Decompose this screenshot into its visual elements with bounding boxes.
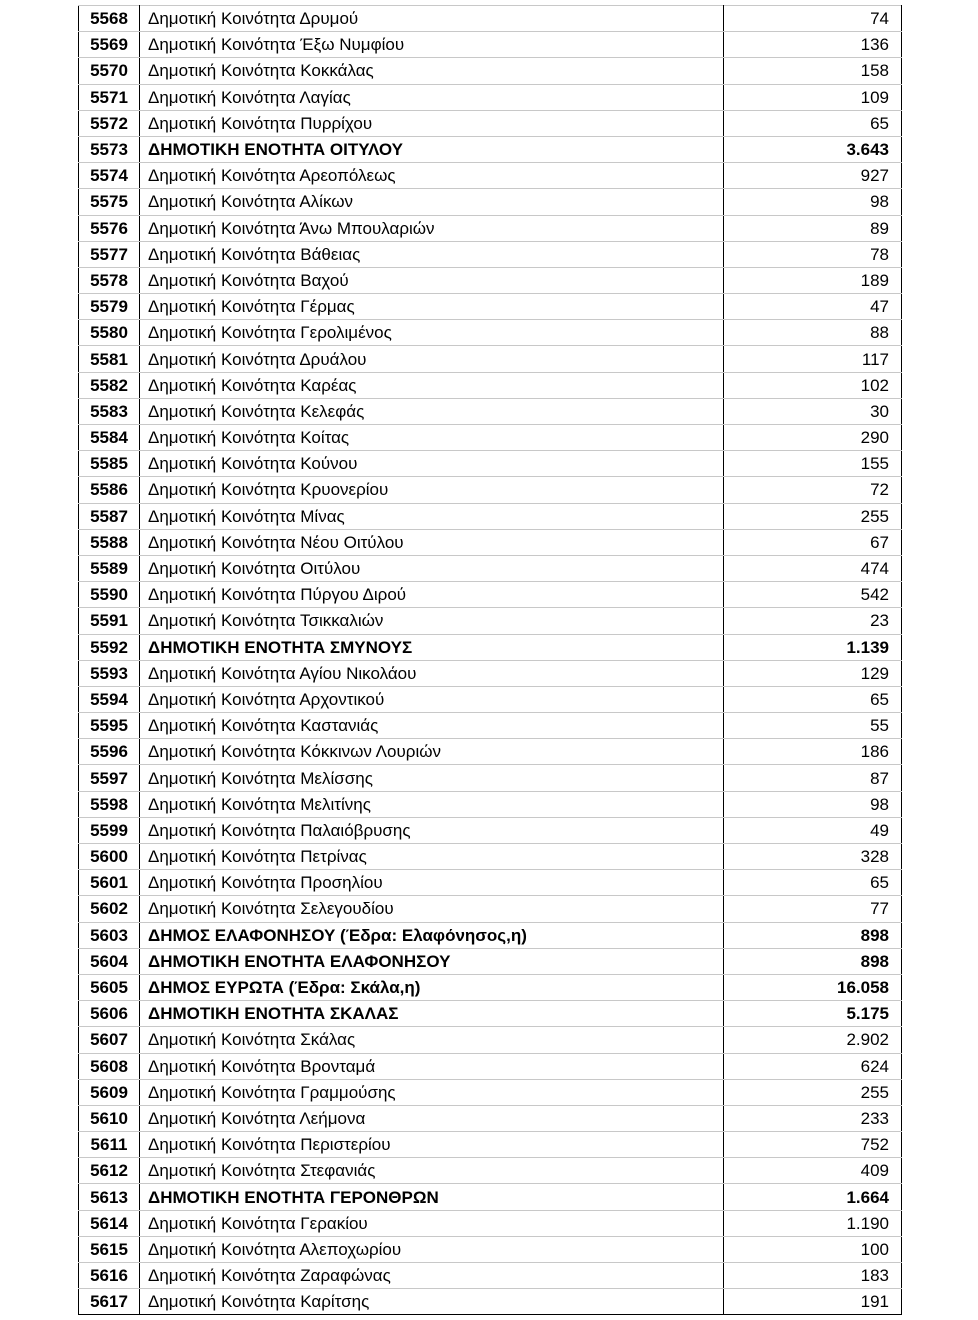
row-code: 5578 [79,267,140,293]
row-population: 100 [724,1236,902,1262]
row-code: 5598 [79,791,140,817]
row-population: 186 [724,739,902,765]
row-population: 78 [724,241,902,267]
row-population: 290 [724,425,902,451]
row-name: ΔΗΜΟΤΙΚΗ ΕΝΟΤΗΤΑ ΣΜΥΝΟΥΣ [140,634,724,660]
row-code: 5577 [79,241,140,267]
table-row [79,686,902,712]
row-name: Δημοτική Κοινότητα Δρυάλου [140,346,724,372]
table-row [79,713,902,739]
row-name: Δημοτική Κοινότητα Καρίτσης [140,1289,724,1315]
row-name: Δημοτική Κοινότητα Οιτύλου [140,555,724,581]
table-row [79,84,902,110]
table-row [79,1001,902,1027]
row-code: 5580 [79,320,140,346]
table-row [79,1236,902,1262]
row-code: 5589 [79,555,140,581]
row-code: 5568 [79,6,140,32]
row-code: 5583 [79,398,140,424]
row-population: 158 [724,58,902,84]
row-population: 927 [724,163,902,189]
row-code: 5610 [79,1105,140,1131]
row-name: Δημοτική Κοινότητα Κούνου [140,451,724,477]
row-code: 5591 [79,608,140,634]
row-code: 5606 [79,1001,140,1027]
row-population: 65 [724,686,902,712]
row-population: 1.139 [724,634,902,660]
row-name: Δημοτική Κοινότητα Δρυμού [140,6,724,32]
row-code: 5569 [79,32,140,58]
row-code: 5579 [79,294,140,320]
table-row [79,1079,902,1105]
row-population: 1.190 [724,1210,902,1236]
row-name: ΔΗΜΟΤΙΚΗ ΕΝΟΤΗΤΑ ΓΕΡΟΝΘΡΩΝ [140,1184,724,1210]
row-code: 5608 [79,1053,140,1079]
row-code: 5599 [79,817,140,843]
row-name: Δημοτική Κοινότητα Άνω Μπουλαριών [140,215,724,241]
row-population: 255 [724,1079,902,1105]
row-population: 16.058 [724,974,902,1000]
row-name: Δημοτική Κοινότητα Κοίτας [140,425,724,451]
row-name: Δημοτική Κοινότητα Καρέας [140,372,724,398]
row-population: 89 [724,215,902,241]
row-code: 5581 [79,346,140,372]
row-name: Δημοτική Κοινότητα Λαγίας [140,84,724,110]
row-population: 136 [724,32,902,58]
row-code: 5602 [79,896,140,922]
row-population: 74 [724,6,902,32]
table-row [79,765,902,791]
table-row [79,529,902,555]
row-population: 117 [724,346,902,372]
population-table [78,5,902,1315]
row-population: 129 [724,660,902,686]
table-row [79,1053,902,1079]
table-row [79,608,902,634]
table-row [79,215,902,241]
row-name: Δημοτική Κοινότητα Ζαραφώνας [140,1263,724,1289]
table-row [79,346,902,372]
row-name: ΔΗΜΟΣ ΕΥΡΩΤΑ (Έδρα: Σκάλα,η) [140,974,724,1000]
table-row [79,844,902,870]
table-row [79,425,902,451]
row-population: 49 [724,817,902,843]
table-row [79,582,902,608]
document-page [78,5,901,1315]
row-name: Δημοτική Κοινότητα Νέου Οιτύλου [140,529,724,555]
row-population: 155 [724,451,902,477]
row-population: 542 [724,582,902,608]
row-name: Δημοτική Κοινότητα Παλαιόβρυσης [140,817,724,843]
row-name: Δημοτική Κοινότητα Αγίου Νικολάου [140,660,724,686]
table-row [79,948,902,974]
row-code: 5613 [79,1184,140,1210]
table-row [79,1263,902,1289]
row-name: Δημοτική Κοινότητα Βρονταμά [140,1053,724,1079]
row-name: Δημοτική Κοινότητα Προσηλίου [140,870,724,896]
table-row [79,163,902,189]
row-name: Δημοτική Κοινότητα Πύργου Διρού [140,582,724,608]
row-population: 23 [724,608,902,634]
row-population: 88 [724,320,902,346]
row-name: Δημοτική Κοινότητα Μίνας [140,503,724,529]
row-population: 183 [724,1263,902,1289]
row-name: Δημοτική Κοινότητα Πυρρίχου [140,110,724,136]
row-name: Δημοτική Κοινότητα Μελιτίνης [140,791,724,817]
row-code: 5572 [79,110,140,136]
row-population: 77 [724,896,902,922]
table-row [79,817,902,843]
row-code: 5571 [79,84,140,110]
row-name: Δημοτική Κοινότητα Καστανιάς [140,713,724,739]
row-code: 5574 [79,163,140,189]
row-name: Δημοτική Κοινότητα Περιστερίου [140,1132,724,1158]
row-name: Δημοτική Κοινότητα Λεήμονα [140,1105,724,1131]
table-row [79,267,902,293]
row-code: 5607 [79,1027,140,1053]
row-name: Δημοτική Κοινότητα Έξω Νυμφίου [140,32,724,58]
row-name: Δημοτική Κοινότητα Βαχού [140,267,724,293]
table-body [79,6,902,1315]
row-population: 191 [724,1289,902,1315]
row-population: 255 [724,503,902,529]
row-population: 898 [724,922,902,948]
table-row [79,922,902,948]
row-code: 5573 [79,136,140,162]
row-name: Δημοτική Κοινότητα Γερακίου [140,1210,724,1236]
row-population: 189 [724,267,902,293]
row-name: Δημοτική Κοινότητα Αρεοπόλεως [140,163,724,189]
row-code: 5576 [79,215,140,241]
row-code: 5595 [79,713,140,739]
table-row [79,189,902,215]
row-name: Δημοτική Κοινότητα Αλεποχωρίου [140,1236,724,1262]
table-row [79,739,902,765]
row-population: 752 [724,1132,902,1158]
row-name: Δημοτική Κοινότητα Κοκκάλας [140,58,724,84]
row-name: ΔΗΜΟΣ ΕΛΑΦΟΝΗΣΟΥ (Έδρα: Ελαφόνησος,η) [140,922,724,948]
row-code: 5593 [79,660,140,686]
table-row [79,660,902,686]
row-name: ΔΗΜΟΤΙΚΗ ΕΝΟΤΗΤΑ ΟΙΤΥΛΟΥ [140,136,724,162]
table-row [79,1158,902,1184]
row-population: 65 [724,110,902,136]
row-population: 624 [724,1053,902,1079]
row-code: 5611 [79,1132,140,1158]
row-population: 67 [724,529,902,555]
row-code: 5575 [79,189,140,215]
row-population: 98 [724,791,902,817]
row-code: 5592 [79,634,140,660]
table-row [79,555,902,581]
row-name: Δημοτική Κοινότητα Αλίκων [140,189,724,215]
row-name: Δημοτική Κοινότητα Κρυονερίου [140,477,724,503]
table-row [79,1184,902,1210]
row-name: Δημοτική Κοινότητα Στεφανιάς [140,1158,724,1184]
row-code: 5601 [79,870,140,896]
row-code: 5588 [79,529,140,555]
row-population: 102 [724,372,902,398]
table-row [79,791,902,817]
table-row [79,1289,902,1315]
row-population: 109 [724,84,902,110]
row-population: 87 [724,765,902,791]
row-code: 5604 [79,948,140,974]
table-row [79,1105,902,1131]
row-name: ΔΗΜΟΤΙΚΗ ΕΝΟΤΗΤΑ ΕΛΑΦΟΝΗΣΟΥ [140,948,724,974]
table-row [79,974,902,1000]
table-row [79,294,902,320]
row-name: Δημοτική Κοινότητα Αρχοντικού [140,686,724,712]
row-population: 72 [724,477,902,503]
row-name: Δημοτική Κοινότητα Γερολιμένος [140,320,724,346]
row-code: 5605 [79,974,140,1000]
row-code: 5617 [79,1289,140,1315]
row-code: 5594 [79,686,140,712]
table-row [79,110,902,136]
row-code: 5584 [79,425,140,451]
row-population: 5.175 [724,1001,902,1027]
row-name: Δημοτική Κοινότητα Μελίσσης [140,765,724,791]
table-row [79,372,902,398]
table-row [79,58,902,84]
table-row [79,398,902,424]
row-code: 5570 [79,58,140,84]
table-row [79,1132,902,1158]
row-name: Δημοτική Κοινότητα Γραμμούσης [140,1079,724,1105]
row-name: Δημοτική Κοινότητα Σελεγουδίου [140,896,724,922]
row-name: Δημοτική Κοινότητα Βάθειας [140,241,724,267]
row-population: 409 [724,1158,902,1184]
row-population: 328 [724,844,902,870]
row-code: 5612 [79,1158,140,1184]
table-row [79,451,902,477]
row-code: 5603 [79,922,140,948]
row-code: 5590 [79,582,140,608]
row-code: 5582 [79,372,140,398]
table-row [79,136,902,162]
row-population: 47 [724,294,902,320]
row-code: 5587 [79,503,140,529]
row-population: 1.664 [724,1184,902,1210]
row-code: 5614 [79,1210,140,1236]
row-population: 898 [724,948,902,974]
row-name: Δημοτική Κοινότητα Τσικκαλιών [140,608,724,634]
table-row [79,32,902,58]
table-row [79,634,902,660]
table-row [79,1210,902,1236]
row-population: 474 [724,555,902,581]
row-population: 2.902 [724,1027,902,1053]
row-code: 5609 [79,1079,140,1105]
row-code: 5600 [79,844,140,870]
row-code: 5585 [79,451,140,477]
table-row [79,6,902,32]
row-population: 65 [724,870,902,896]
table-row [79,477,902,503]
row-name: ΔΗΜΟΤΙΚΗ ΕΝΟΤΗΤΑ ΣΚΑΛΑΣ [140,1001,724,1027]
table-row [79,503,902,529]
table-row [79,870,902,896]
row-population: 55 [724,713,902,739]
table-row [79,320,902,346]
row-name: Δημοτική Κοινότητα Κελεφάς [140,398,724,424]
row-name: Δημοτική Κοινότητα Σκάλας [140,1027,724,1053]
table-row [79,241,902,267]
row-name: Δημοτική Κοινότητα Γέρμας [140,294,724,320]
row-population: 3.643 [724,136,902,162]
row-name: Δημοτική Κοινότητα Πετρίνας [140,844,724,870]
row-population: 98 [724,189,902,215]
row-population: 30 [724,398,902,424]
row-code: 5616 [79,1263,140,1289]
row-code: 5597 [79,765,140,791]
row-code: 5596 [79,739,140,765]
row-population: 233 [724,1105,902,1131]
row-code: 5615 [79,1236,140,1262]
table-row [79,1027,902,1053]
table-row [79,896,902,922]
row-name: Δημοτική Κοινότητα Κόκκινων Λουριών [140,739,724,765]
row-code: 5586 [79,477,140,503]
